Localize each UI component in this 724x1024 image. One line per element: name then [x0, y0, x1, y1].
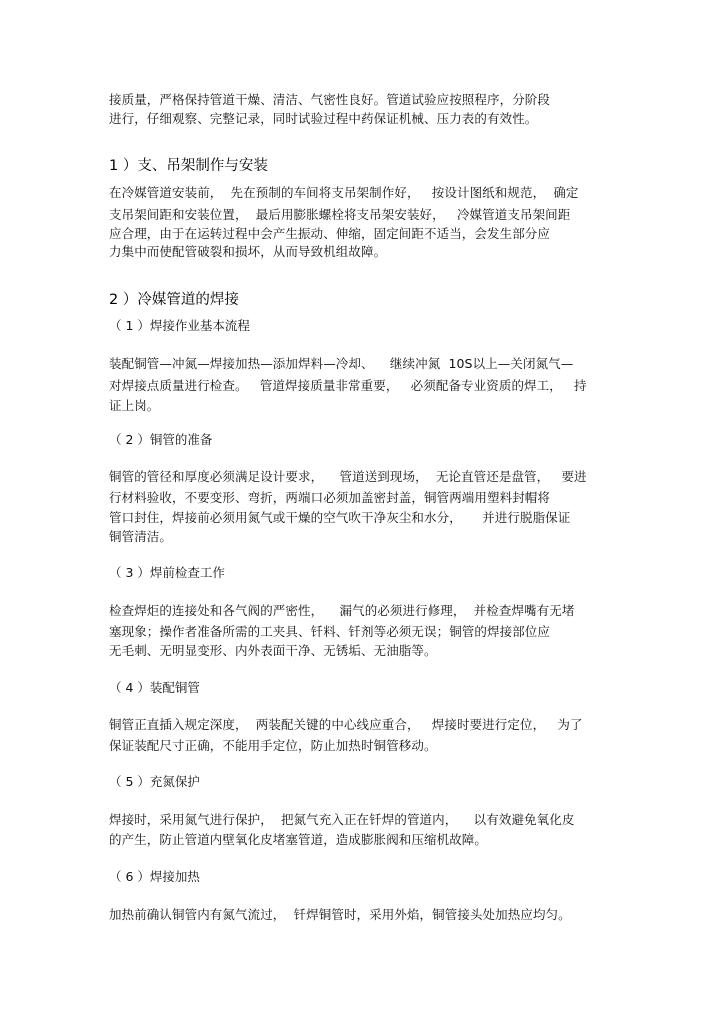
paragraph-line: 接质量，严格保持管道干燥、清洁、气密性良好。管道试验应按照程序，分阶段 [109, 92, 551, 107]
paragraph-line: 塞现象；操作者准备所需的工夹具、钎料、钎剂等必须无误；铜管的焊接部位应 [109, 624, 551, 639]
paragraph-line: 支吊架间距和安装位置， 最后用膨胀螺栓将支吊架安装好， 冷媒管道支吊架间距 [109, 207, 571, 222]
paragraph-line: 行材料验收，不要变形、弯折，两端口必须加盖密封盖，铜管两端用塑料封帽将 [109, 490, 551, 505]
subsection-title: （ 2 ）铜管的准备 [109, 432, 213, 447]
paragraph-line: 焊接时，采用氮气进行保护， 把氮气充入正在钎焊的管道内， 以有效避免氧化皮 [109, 812, 575, 827]
paragraph-line: 对焊接点质量进行检查。 管道焊接质量非常重要， 必须配备专业资质的焊工， 持 [109, 378, 587, 393]
paragraph-line: 加热前确认铜管内有氮气流过， 钎焊铜管时，采用外焰，铜管接头处加热应均匀。 [109, 907, 571, 922]
section-heading-1: 1 ）支、吊架制作与安装 [109, 158, 268, 174]
paragraph-line: 检查焊炬的连接处和各气阀的严密性， 漏气的必须进行修理， 并检查焊嘴有无堵 [109, 603, 575, 618]
paragraph-line: 力集中而使配管破裂和损坏，从而导致机组故障。 [109, 244, 387, 259]
paragraph-line: 铜管清洁。 [109, 529, 173, 544]
paragraph-line: 的产生，防止管道内壁氧化皮堵塞管道，造成膨胀阀和压缩机故障。 [109, 832, 488, 847]
paragraph-line: 在冷媒管道安装前， 先在预制的车间将支吊架制作好， 按设计图纸和规范， 确定 [109, 185, 579, 200]
section-heading-2: 2 ）冷媒管道的焊接 [109, 292, 239, 308]
paragraph-line: 装配铜管—冲氮—焊接加热—添加焊料—冷却、 继续冲氮 10S以上—关闭氮气— [109, 356, 574, 371]
paragraph-line: 应合理，由于在运转过程中会产生振动、伸缩，固定间距不适当，会发生部分应 [109, 226, 551, 241]
subsection-title: （ 1 ）焊接作业基本流程 [109, 318, 250, 333]
paragraph-line: 证上岗。 [109, 398, 160, 413]
subsection-title: （ 3 ）焊前检查工作 [109, 565, 225, 580]
paragraph-line: 进行，仔细观察、完整记录，同时试验过程中药保证机械、压力表的有效性。 [109, 111, 538, 126]
paragraph-line: 管口封住，焊接前必须用氮气或干燥的空气吹干净灰尘和水分， 并进行脱脂保证 [109, 510, 571, 525]
subsection-title: （ 4 ）装配铜管 [109, 680, 200, 695]
paragraph-line: 铜管的管径和厚度必须满足设计要求， 管道送到现场， 无论直管还是盘管， 要进 [109, 469, 587, 484]
subsection-title: （ 6 ）焊接加热 [109, 869, 200, 884]
paragraph-line: 保证装配尺寸正确，不能用手定位，防止加热时铜管移动。 [109, 738, 437, 753]
subsection-title: （ 5 ）充氮保护 [109, 774, 200, 789]
paragraph-line: 铜管正直插入规定深度， 两装配关键的中心线应重合， 焊接时要进行定位， 为了 [109, 717, 583, 732]
paragraph-line: 无毛刺、无明显变形、内外表面干净、无锈垢、无油脂等。 [109, 643, 437, 658]
